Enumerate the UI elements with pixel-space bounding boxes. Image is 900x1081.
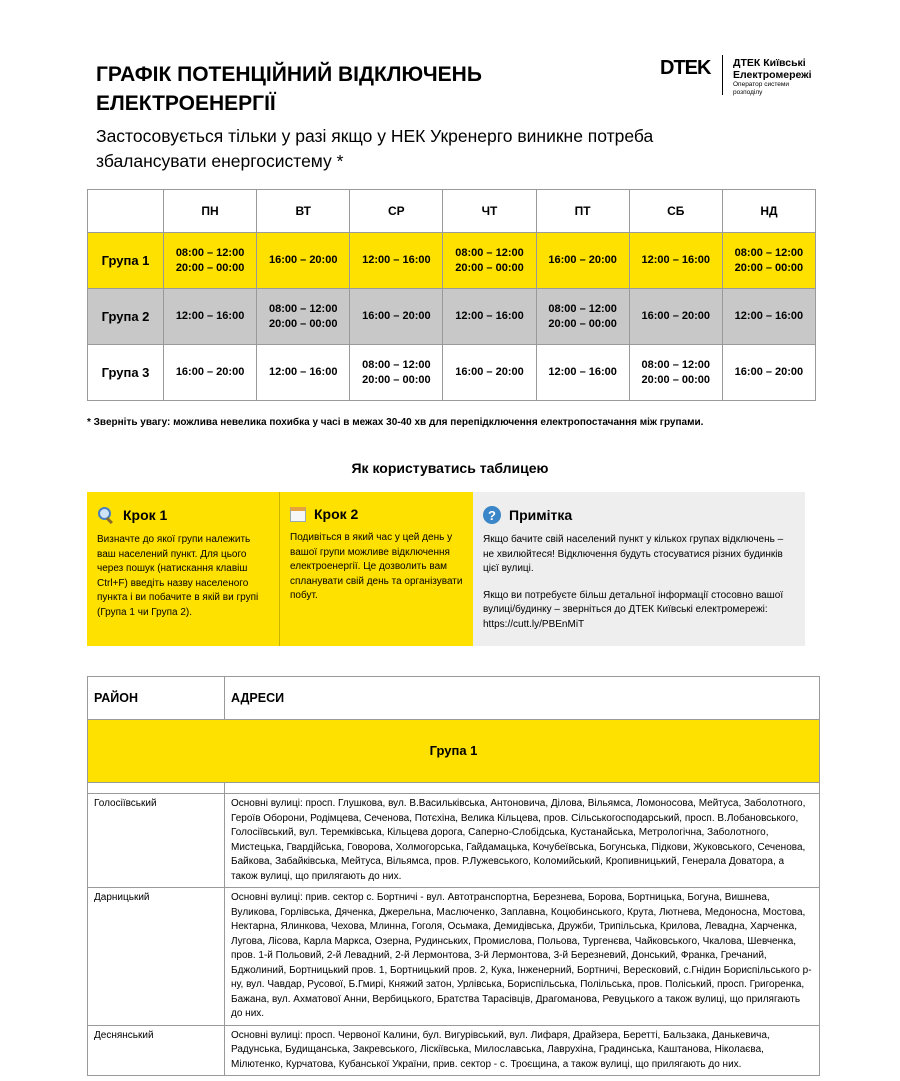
- address-row: [88, 1025, 820, 1076]
- address-row: [88, 794, 820, 888]
- logo-mark: DTEK: [660, 57, 711, 79]
- slot-cell: 16:00 – 20:00: [164, 345, 257, 401]
- group-name: Група 3: [88, 345, 164, 401]
- day-header: ВТ: [257, 190, 350, 233]
- slot-cell: 16:00 – 20:00: [722, 345, 815, 401]
- slot-cell: 08:00 – 12:00 20:00 – 00:00: [257, 289, 350, 345]
- district-streets: Основні вулиці: просп. Червоної Калини, бул. Вигурівський, вул. Лифаря, Драйзера, Беретті, Бальзака, Данькевича, Радунська, Будищанська, Закревського, Ліскіївська, Милославська, Лаврухіна, Градинська, Каштанова, Ніколаєва, Мілютенко, Курчатова, Кубанської України, прив. сектор - с. Троєщина, а також вулиці, що прилягають до них.: [225, 1025, 820, 1076]
- step-1-title: Крок 1: [123, 507, 168, 523]
- day-header: ПН: [164, 190, 257, 233]
- slot-cell: 08:00 – 12:00 20:00 – 00:00: [629, 345, 722, 401]
- group-name: Група 1: [88, 233, 164, 289]
- logo-name-line1: ДТЕК Київські: [733, 57, 806, 69]
- group-heading: Група 1: [88, 720, 820, 783]
- addresses-header-row: [88, 677, 820, 720]
- district-streets: Основні вулиці: прив. сектор с. Бортничі - вул. Автотранспортна, Березнева, Борова, Бортницька, Богуна, Вишнева, Вуликова, Горлівська, Дяченка, Джерельна, Маслюченко, Заплавна, Коцюбинського, Крута, Лютнева, Медоносна, Мостова, Нектарна, Ялинкова, Чехова, Млинна, Гоголя, Осьмака, Демидівська, Дружби, Трипільська, Крилова, Левадна, Харченка, Лугова, Лісова, Карла Маркса, Озерна, Рудинських, Промислова, Польова, Тургенєва, Чайковського, Чкалова, Шевченка, пров. 1-й Польовий, 2-й Левадний, 2-й Лермонтова, 3-й Лермонтова, 3-й Березневий, Донський, Франка, Гречаний, Бджолиний, Бортницький пров. 1, Бортницький пров. 2, Кука, Інженерний, Бортничі, Вересковий, с.Гнідин Бориспільського р-ну, вул. Чавдар, Русової, Б.Гмирі, Княжий затон, Урлівська, Бориспільська, Полільська, пров. Поліський, просп. Григоренка, Бажана, вул. Ахматової Анни, Вербицького, Братства Тарасівців, Драгоманова, Ревуцького а також вулиці, що прилягають до них.: [225, 888, 820, 1026]
- district-name: Голосіївський: [88, 794, 225, 888]
- day-header: ПТ: [536, 190, 629, 233]
- slot-cell: 16:00 – 20:00: [443, 345, 536, 401]
- note-text-1: Якщо бачите свій населений пункт у кількох групах відключень – не хвилюйтеся! Відключення будуть стосуватися різних будинків цієї вулиці.: [483, 534, 784, 574]
- day-header: СБ: [629, 190, 722, 233]
- slot-cell: 08:00 – 12:00 20:00 – 00:00: [536, 289, 629, 345]
- slot-cell: 12:00 – 16:00: [350, 233, 443, 289]
- accuracy-note: * Зверніть увагу: можлива невелика похибка у часі в межах 30-40 хв для перепідключення електропостачання між групами.: [87, 417, 704, 428]
- slot-cell: 08:00 – 12:00 20:00 – 00:00: [722, 233, 815, 289]
- schedule-table: [87, 189, 816, 401]
- note-heading: [483, 506, 795, 524]
- spacer-row: [88, 783, 820, 794]
- step-2-card: [280, 492, 473, 646]
- district-column-header: РАЙОН: [88, 677, 225, 720]
- group-1-row: [88, 233, 816, 289]
- page-title: ГРАФІК ПОТЕНЦІЙНИЙ ВІДКЛЮЧЕНЬ ЕЛЕКТРОЕНЕРГІЇ: [96, 63, 482, 115]
- step-2-heading: [290, 506, 463, 522]
- slot-cell: 16:00 – 20:00: [350, 289, 443, 345]
- slot-cell: 16:00 – 20:00: [257, 233, 350, 289]
- howto-title: Як користуватись таблицею: [351, 460, 549, 476]
- district-streets: Основні вулиці: просп. Глушкова, вул. В.Васильківська, Антоновича, Ділова, Вільямса, Ломоносова, Мейтуса, Заболотного, Героїв Оборони, Родімцева, Сеченова, Потєхіна, Велика Кільцева, пров. Сільськогосподарський, просп. В.Лобановського, Голосіївський, вул. Теремківська, Кільцева дорога, Саперно-Слобідська, Кустанайська, Метрологічна, Заболотного, Мистецька, Гвардійська, Говорова, Холмогорська, Гайдамацька, Кочубеївська, Богунська, Підкови, Жуковського, Сеченова, Байкова, Забайківська, Мейтуса, Вільямса, пров. Р.Лужевського, Коломийський, Кропивницький, Генерала Доватора, а також вулиці, що прилягають до них.: [225, 794, 820, 888]
- addresses-column-header: АДРЕСИ: [225, 677, 820, 720]
- schedule-corner-cell: [88, 190, 164, 233]
- addresses-table: [87, 676, 820, 1076]
- logo-name: [733, 57, 812, 81]
- howto-steps: [87, 492, 805, 646]
- schedule-header-row: [88, 190, 816, 233]
- slot-cell: 12:00 – 16:00: [164, 289, 257, 345]
- slot-cell: 08:00 – 12:00 20:00 – 00:00: [164, 233, 257, 289]
- slot-cell: 08:00 – 12:00 20:00 – 00:00: [443, 233, 536, 289]
- step-1-text: Визначте до якої групи належить ваш населений пункт. Для цього через пошук (натискання клавіш Ctrl+F) введіть назву населеного пункта і ви побачите в якій ви групі (Група 1 чи Група 2).: [97, 534, 259, 618]
- group-2-row: [88, 289, 816, 345]
- step-2-text: Подивіться в який час у цей день у вашої групи можливе відключення електроенергії. Це дозволить вам спланувати свій день та організувати побут.: [290, 532, 463, 601]
- note-text-2: Якщо ви потребуєте більш детальної інформації стосовно вашої вулиці/будинку – зверніться до ДТЕК Київські електромережі: https://cutt.ly/PBEnMiT: [483, 589, 784, 630]
- step-2-title: Крок 2: [314, 506, 359, 522]
- logo-name-line2: Електромережі: [733, 69, 812, 81]
- day-header: НД: [722, 190, 815, 233]
- calendar-icon: [290, 507, 306, 522]
- district-name: Деснянський: [88, 1025, 225, 1076]
- help-icon: ?: [483, 506, 501, 524]
- day-header: ЧТ: [443, 190, 536, 233]
- slot-cell: 12:00 – 16:00: [629, 233, 722, 289]
- group-name: Група 2: [88, 289, 164, 345]
- address-row: [88, 888, 820, 1026]
- logo-divider: [722, 55, 723, 95]
- note-card: [473, 492, 805, 646]
- step-1-heading: [97, 506, 269, 524]
- note-title: Примітка: [509, 507, 573, 523]
- slot-cell: 12:00 – 16:00: [722, 289, 815, 345]
- dtek-logo: [660, 55, 840, 105]
- district-name: Дарницький: [88, 888, 225, 1026]
- slot-cell: 16:00 – 20:00: [629, 289, 722, 345]
- slot-cell: 12:00 – 16:00: [257, 345, 350, 401]
- slot-cell: 16:00 – 20:00: [536, 233, 629, 289]
- group-3-row: [88, 345, 816, 401]
- search-icon: [97, 506, 115, 524]
- page-subtitle: Застосовується тільки у разі якщо у НЕК Укренерго виникне потреба збалансувати енергосистему *: [96, 126, 654, 171]
- slot-cell: 12:00 – 16:00: [443, 289, 536, 345]
- slot-cell: 08:00 – 12:00 20:00 – 00:00: [350, 345, 443, 401]
- step-1-card: [87, 492, 280, 646]
- day-header: СР: [350, 190, 443, 233]
- group-heading-row: [88, 720, 820, 783]
- logo-operator: Оператор системи розподілу: [733, 81, 789, 96]
- slot-cell: 12:00 – 16:00: [536, 345, 629, 401]
